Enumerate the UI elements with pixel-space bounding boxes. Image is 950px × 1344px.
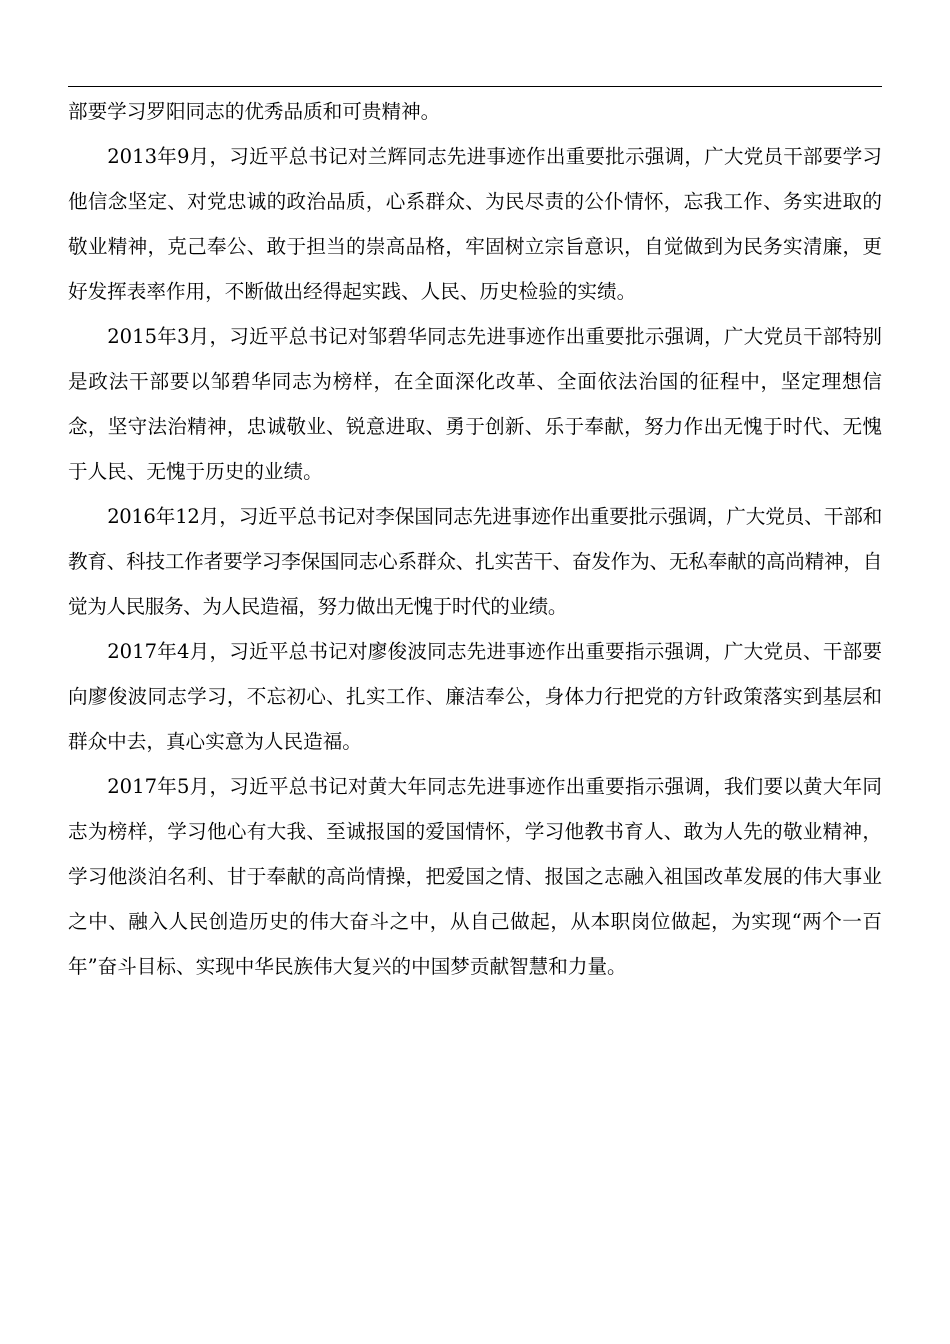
paragraph-2016-libaoguo: 2016年12月，习近平总书记对李保国同志先进事迹作出重要批示强调，广大党员、干部和教育、科技工作者要学习李保国同志心系群众、扎实苦干、奋发作为、无私奉献的高尚精神，自觉为人民服务、为人民造福，努力做出无愧于时代的业绩。 (68, 505, 882, 618)
header-rule (68, 86, 882, 87)
paragraph-2015-zoubihua: 2015年3月，习近平总书记对邹碧华同志先进事迹作出重要批示强调，广大党员干部特别是政法干部要以邹碧华同志为榜样，在全面深化改革、全面依法治国的征程中，坚定理想信念，坚守法治精神，忠诚敬业、锐意进取、勇于创新、乐于奉献，努力作出无愧于时代、无愧于人民、无愧于历史的业绩。 (68, 325, 882, 483)
paragraph-2017-huangdanian: 2017年5月，习近平总书记对黄大年同志先进事迹作出重要指示强调，我们要以黄大年同志为榜样，学习他心有大我、至诚报国的爱国情怀，学习他教书育人、敢为人先的敬业精神，学习他淡泊名利、甘于奉献的高尚情操，把爱国之情、报国之志融入祖国改革发展的伟大事业之中、融入人民创造历史的伟大奋斗之中，从自己做起，从本职岗位做起，为实现“两个一百年”奋斗目标、实现中华民族伟大复兴的中国梦贡献智慧和力量。 (68, 775, 882, 978)
paragraph-2013-lanhui: 2013年9月，习近平总书记对兰辉同志先进事迹作出重要批示强调，广大党员干部要学习他信念坚定、对党忠诚的政治品质，心系群众、为民尽责的公仆情怀，忘我工作、务实进取的敬业精神，克己奉公、敢于担当的崇高品格，牢固树立宗旨意识，自觉做到为民务实清廉，更好发挥表率作用，不断做出经得起实践、人民、历史检验的实绩。 (68, 145, 882, 303)
paragraph-continuation: 部要学习罗阳同志的优秀品质和可贵精神。 (68, 100, 441, 123)
paragraph-2017-liaojunbo: 2017年4月，习近平总书记对廖俊波同志先进事迹作出重要指示强调，广大党员、干部要向廖俊波同志学习，不忘初心、扎实工作、廉洁奉公，身体力行把党的方针政策落实到基层和群众中去，真心实意为人民造福。 (68, 640, 882, 753)
document-body (68, 89, 882, 989)
